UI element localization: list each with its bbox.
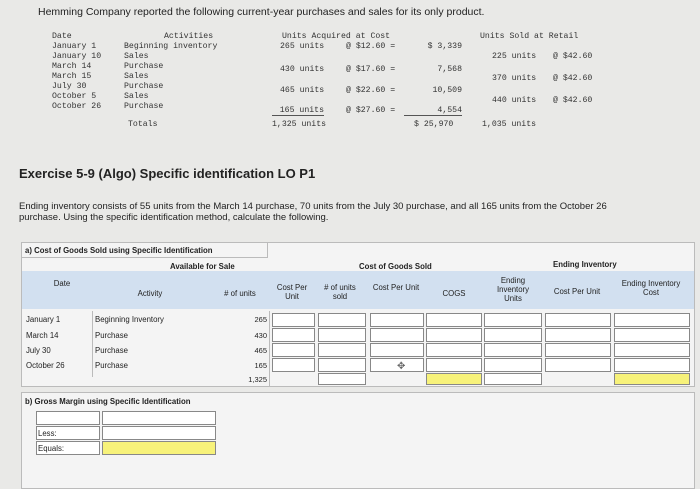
cogs-cpu-input[interactable] [370,343,424,357]
ending-cost-input[interactable] [614,358,690,372]
row-units: 430 [254,331,267,340]
ending-cost-input[interactable] [614,328,690,342]
ending-units-input[interactable] [484,328,542,342]
cogs-cpu-input[interactable] [370,313,424,327]
intro-text: Hemming Company reported the following current-year purchases and sales for its only product. [38,6,485,18]
ending-units-input[interactable] [484,343,542,357]
col-header-sold: Units Sold at Retail [480,32,579,41]
cost-per-unit-input[interactable] [272,313,315,327]
row-units: 465 units [280,86,325,95]
ending-cost-input[interactable] [614,313,690,327]
cogs-input[interactable] [426,358,482,372]
ending-group-label: Ending Inventory [553,260,617,269]
col-activity: Activity [137,289,163,298]
col-divider [269,311,270,386]
ending-cpu-input[interactable] [545,313,611,327]
col-ending-units: Ending Inventory Units [496,276,530,303]
row-total: 10,509 [432,86,462,95]
row-total: 7,568 [437,65,462,74]
units-sold-input[interactable] [318,343,366,357]
row-date: January 10 [52,52,102,61]
totals-units: 1,325 units [272,120,327,129]
part-a-title: a) Cost of Goods Sold using Specific Identification [25,246,213,255]
purchases-sales-table [50,30,610,135]
cogs-cpu-input[interactable] [370,328,424,342]
row-activity: Purchase [124,82,164,91]
cogs-group-label: Cost of Goods Sold [359,262,432,271]
row-date: January 1 [52,42,97,51]
cogs-input[interactable] [426,313,482,327]
col-header-acquired: Units Acquired at Cost [282,32,391,41]
total-cogs-input[interactable] [426,373,482,385]
col-units: # of units [224,289,256,298]
row-date: March 14 [52,62,92,71]
row-date: October 26 [26,361,65,370]
total-units-sold-input[interactable] [318,373,366,385]
cogs-input[interactable] [426,343,482,357]
row-units: 430 units [280,65,325,74]
row-sold-price: @ $42.60 [553,52,593,61]
ending-cpu-input[interactable] [545,343,611,357]
col-ending-cpu: Cost Per Unit [553,287,601,296]
col-cost-per-unit-2: Cost Per Unit [372,283,420,292]
available-for-sale-label: Available for Sale [170,262,235,271]
cost-per-unit-input[interactable] [272,358,315,372]
ending-units-input[interactable] [484,313,542,327]
ending-cpu-input[interactable] [545,358,611,372]
total-units: 1,325 [248,375,267,384]
units-sold-input[interactable] [318,328,366,342]
row-date: July 30 [26,346,51,355]
ending-cost-input[interactable] [614,343,690,357]
row-at: @ $17.60 = [346,65,396,74]
row-activity: Purchase [95,361,128,370]
row-sold-units: 370 units [492,74,537,83]
row-units: 265 [254,315,267,324]
col-cost-per-unit: Cost Per Unit [276,283,308,301]
row-date: July 30 [52,82,87,91]
cost-per-unit-input[interactable] [272,343,315,357]
gm-row1-amount[interactable] [102,411,216,425]
gm-row1-label[interactable] [36,411,100,425]
instructions: Ending inventory consists of 55 units from the March 14 purchase, 70 units from the July 30 purchase, and all 165 units from the October 26 purchase. Using the specific identification method, calculate the following. [19,201,607,223]
row-units: 265 units [280,42,325,51]
row-units: 165 [254,361,267,370]
part-a-panel [21,242,695,387]
row-date: January 1 [26,315,61,324]
row-activity: Sales [124,92,149,101]
equals-label: Equals: [38,444,65,453]
row-sold-price: @ $42.60 [553,96,593,105]
col-divider [92,311,93,377]
row-activity: Sales [124,72,149,81]
gross-margin-amount[interactable] [102,441,216,455]
totals-cost: $ 25,970 [414,120,454,129]
row-activity: Purchase [95,346,128,355]
totals-label: Totals [128,120,158,129]
row-total: $ 3,339 [427,42,462,51]
row-date: October 26 [52,102,102,111]
row-activity: Purchase [124,62,164,71]
row-at: @ $27.60 = [346,106,396,115]
ending-cpu-input[interactable] [545,328,611,342]
row-units: 465 [254,346,267,355]
part-b-panel [21,392,695,489]
row-sold-price: @ $42.60 [553,74,593,83]
totals-sold: 1,035 units [482,120,537,129]
row-total: 4,554 [404,106,462,116]
col-cogs: COGS [442,289,466,298]
col-header-activities: Activities [164,32,214,41]
total-ending-units-input[interactable] [484,373,542,385]
row-date: March 14 [26,331,59,340]
cogs-input[interactable] [426,328,482,342]
row-activity: Beginning Inventory [95,315,164,324]
row-activity: Beginning inventory [124,42,218,51]
units-sold-input[interactable] [318,358,366,372]
row-sold-units: 440 units [492,96,537,105]
row-activity: Purchase [95,331,128,340]
row-sold-units: 225 units [492,52,537,61]
less-label: Less: [38,429,57,438]
units-sold-input[interactable] [318,313,366,327]
row-at: @ $22.60 = [346,86,396,95]
row-date: October 5 [52,92,97,101]
exercise-title: Exercise 5-9 (Algo) Specific identification LO P1 [19,166,316,181]
cost-per-unit-input[interactable] [272,328,315,342]
row-activity: Sales [124,52,149,61]
col-header-date: Date [52,32,72,41]
row-activity: Purchase [124,102,164,111]
move-cursor-icon: ✥ [397,361,406,372]
total-ending-cost-input[interactable] [614,373,690,385]
col-units-sold: # of units sold [324,283,356,301]
part-b-title: b) Gross Margin using Specific Identification [25,397,191,406]
row-at: @ $12.60 = [346,42,396,51]
gm-row2-amount[interactable] [102,426,216,440]
ending-units-input[interactable] [484,358,542,372]
col-ending-cost: Ending Inventory Cost [621,279,681,297]
col-date: Date [53,279,71,288]
row-date: March 15 [52,72,92,81]
row-units: 165 units [272,106,324,116]
